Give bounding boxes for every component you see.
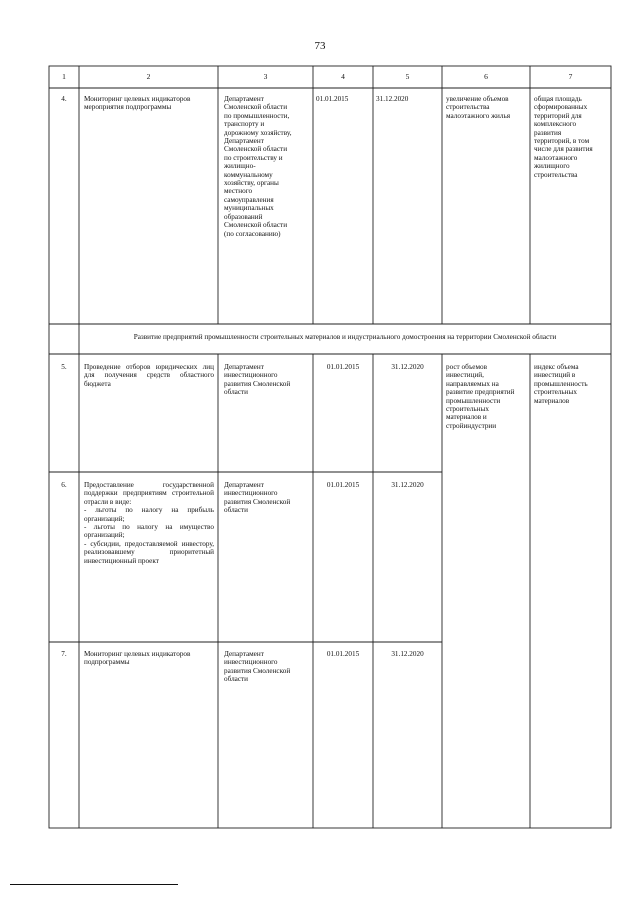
row-7-executor: Департамент инвестиционного развития Смоленской области — [224, 650, 291, 684]
row-4-task: Мониторинг целевых индикаторов мероприятия подпрограммы — [84, 95, 191, 112]
page-number: 73 — [314, 40, 326, 52]
header-col-7: 7 — [568, 72, 573, 81]
row-5-task: Проведение отборов юридических лиц для получения средств областного бюджета — [84, 363, 214, 388]
row-7-start-date: 01.01.2015 — [326, 650, 360, 658]
header-col-2: 2 — [146, 72, 151, 81]
row-4-executor: Департамент Смоленской области по промышленности, транспорту и дорожному хозяйству, Департамент Смоленской области по строительству и жилищно- коммунальному хозяйству, органы местного самоуправления муниципальных образований Смоленской области (по согласованию) — [224, 95, 292, 238]
row-5-executor: Департамент инвестиционного развития Смоленской области — [224, 363, 291, 397]
footer-rule — [10, 884, 178, 885]
row-4-result: увеличение объемов строительства малоэтажного жилья — [446, 95, 511, 120]
row-4-end-date: 31.12.2020 — [376, 95, 409, 103]
row-5-start-date: 01.01.2015 — [326, 363, 360, 371]
row-4-indicator: общая площадь сформированных территорий для комплексного развития территорий, в том числе для развития малоэтажного жилищного строительства — [534, 95, 593, 179]
header-col-1: 1 — [62, 72, 66, 81]
row-5-end-date: 31.12.2020 — [391, 363, 424, 371]
row-5-number: 5. — [61, 363, 67, 371]
row-5-result: рост объемов инвестиций, направляемых на развитие предприятий промышленности строительных материалов и стройиндустрии — [446, 363, 515, 430]
header-col-3: 3 — [263, 72, 268, 81]
row-4-start-date: 01.01.2015 — [316, 95, 349, 103]
header-col-4: 4 — [341, 72, 345, 81]
row-7-end-date: 31.12.2020 — [391, 650, 424, 658]
row-6-task: Предоставление государственной поддержки предприятиям строительной отрасли в виде: - льготы по налогу на прибыль организаций; - льготы по налогу на имущество организаций; - субсидии, предоставляемой инвестору, реализовавшему приоритетный инвестиционный проект — [84, 481, 214, 565]
header-col-6: 6 — [484, 72, 488, 81]
section-title: Развитие предприятий промышленности строительных материалов и индустриального домостроения на территории Смоленской области — [133, 333, 557, 341]
row-6-number: 6. — [61, 481, 67, 489]
row-4-number: 4. — [61, 95, 67, 103]
row-7-task: Мониторинг целевых индикаторов подпрограммы — [84, 650, 191, 667]
header-col-5: 5 — [405, 72, 410, 81]
row-6-end-date: 31.12.2020 — [391, 481, 424, 489]
row-6-start-date: 01.01.2015 — [326, 481, 360, 489]
row-6-executor: Департамент инвестиционного развития Смоленской области — [224, 481, 291, 515]
row-7-number: 7. — [61, 650, 67, 658]
row-5-indicator: индекс объема инвестиций в промышленность строительных материалов — [534, 363, 588, 405]
